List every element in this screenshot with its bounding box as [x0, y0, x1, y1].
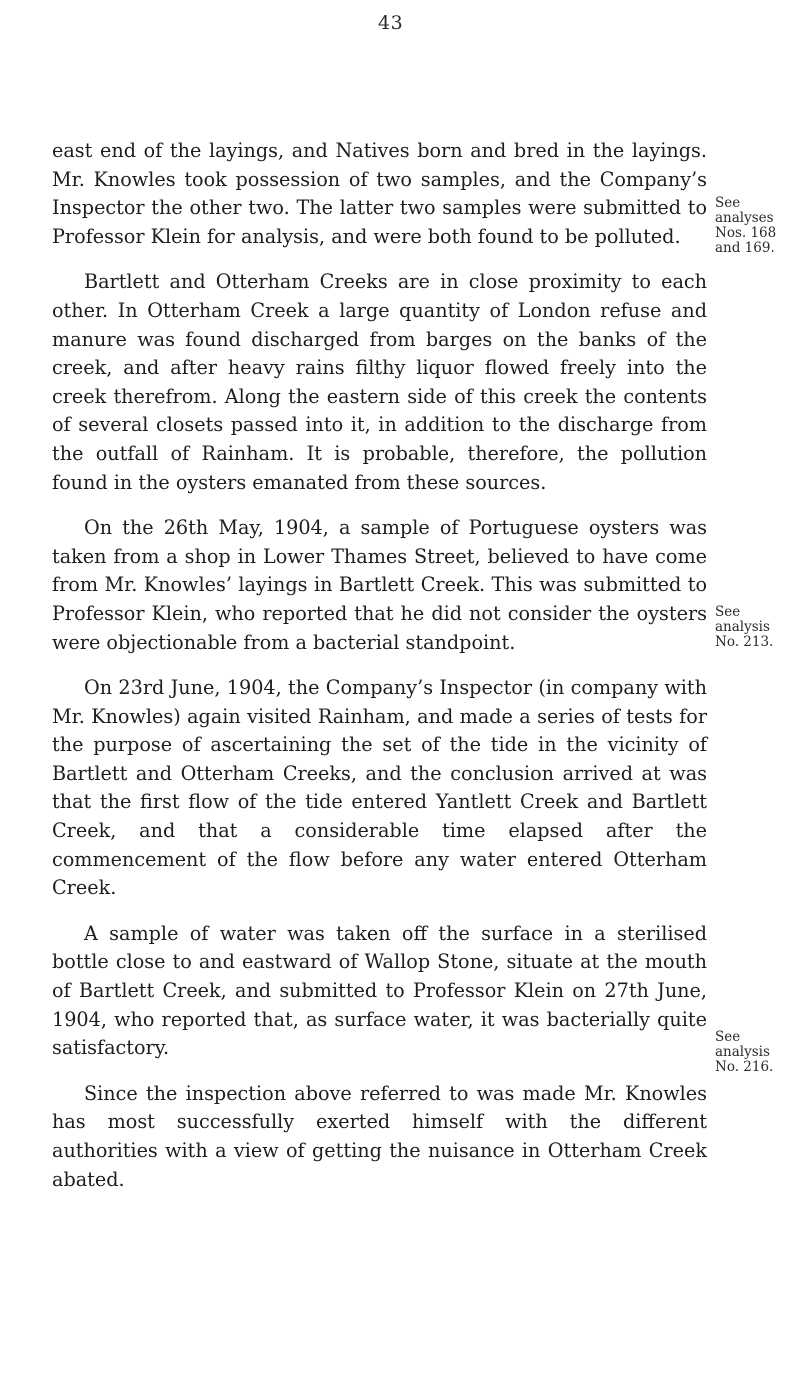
margin-note-analysis-216: See analysis No. 216.	[715, 1029, 774, 1075]
paragraph-3: On the 26th May, 1904, a sample of Portuguese oysters was taken from a shop in Lower Thames Street, believed to have come from Mr. Knowles’ layings in Bartlett Creek. This was submitted to Professor Klein, who reported that he did not consider the oysters were objectionable from a bacterial standpoint.	[52, 516, 707, 654]
page-number: 43	[378, 12, 404, 34]
paragraph-4: On 23rd June, 1904, the Company’s Inspector (in company with Mr. Knowles) again visited Rainham, and made a series of tests for the purpose of ascertaining the set of the tide in the vicinity of Bartlett and Otterham Creeks, and the conclusion arrived at was that the first flow of the tide entered Yantlett Creek and Bartlett Creek, and that a considerable time elapsed after the commencement of the flow before any water entered Otterham Creek.	[52, 676, 707, 900]
margin-note-analysis-213: See analysis No. 213.	[715, 604, 774, 650]
paragraph-5: A sample of water was taken off the surface in a sterilised bottle close to and eastward of Wallop Stone, situate at the mouth of Bartlett Creek, and submitted to Professor Klein on 27th June, 1904, who reported that, as surface water, it was bacterially quite satisfactory.	[52, 921, 707, 1060]
paragraph-6: Since the inspection above referred to was made Mr. Knowles has most successfully exerted himself with the different authorities with a view of getting the nuisance in Otterham Creek abated.	[52, 1081, 707, 1191]
margin-note-analyses-168-169: See analyses Nos. 168 and 169.	[715, 195, 777, 256]
paragraph-2: Bartlett and Otterham Creeks are in close proximity to each other. In Otterham Creek a large quantity of London refuse and manure was found discharged from barges on the banks of the creek, and after heavy rains filthy liquor flowed freely into the creek therefrom. Along the eastern side of this creek the contents of several closets passed into it, in addition to the discharge from the outfall of Rainham. It is probable, therefore, the pollution found in the oysters emanated from these sources.	[52, 270, 707, 494]
body-text	[52, 137, 707, 1211]
paragraph-1: east end of the layings, and Natives born and bred in the layings. Mr. Knowles took possession of two samples, and the Company’s Inspector the other two. The latter two samples were submitted to Professor Klein for analysis, and were both found to be polluted.	[52, 139, 707, 248]
